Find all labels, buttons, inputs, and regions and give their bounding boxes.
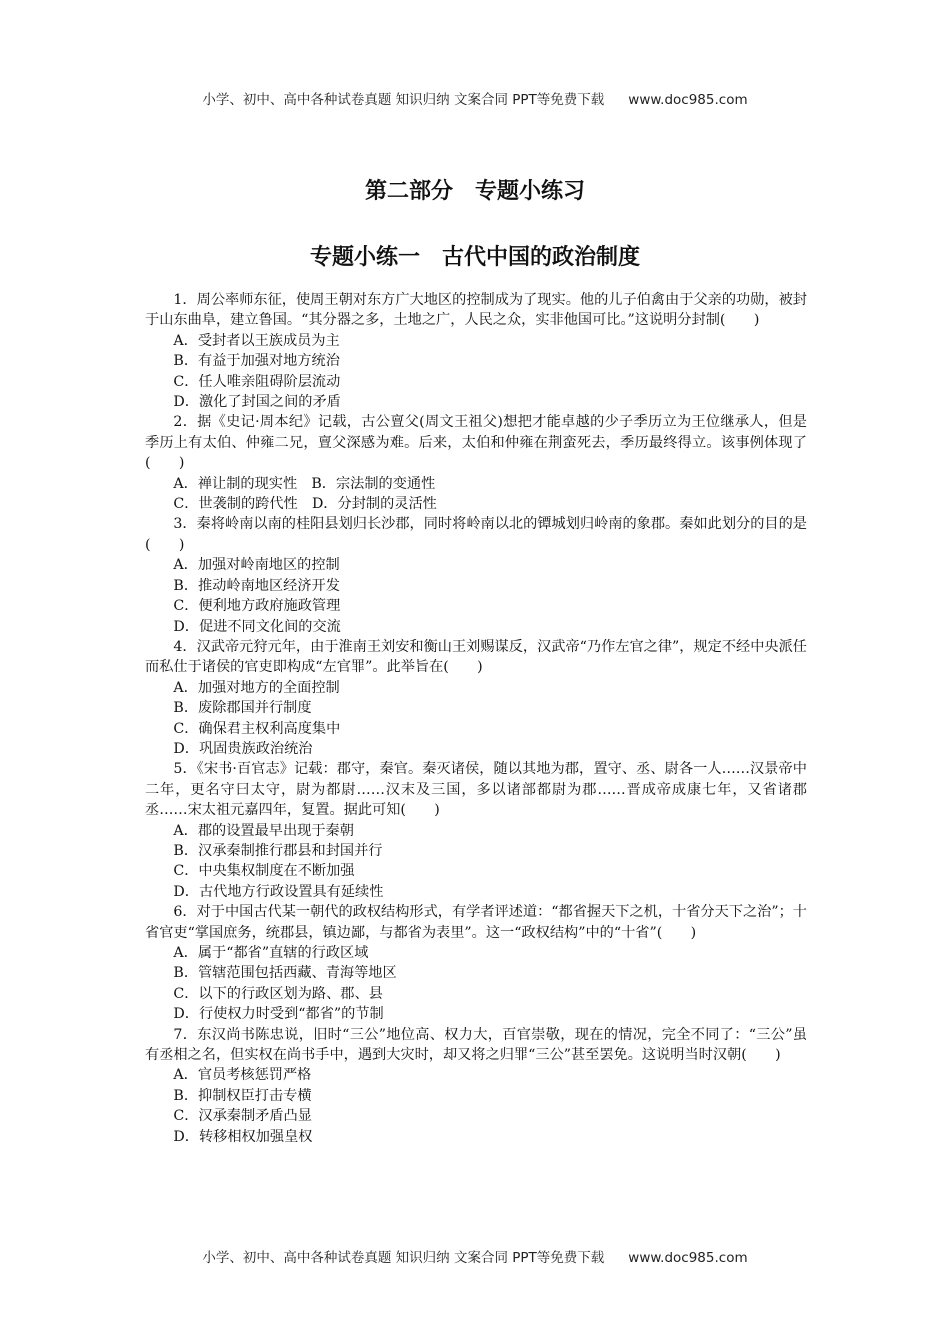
option-row [145,474,807,494]
option-b: B．管辖范围包括西藏、青海等地区 [173,965,397,982]
option-c: C．便利地方政府施政管理 [173,598,341,615]
question-stem: 5．《宋书·百官志》记载：郡守，秦官。秦灭诸侯，随以其地为郡，置守、丞、尉各一人……汉景帝中二年，更名守曰太守，尉为都尉……汉末及三国，多以诸部都尉为郡……晋成帝成康七年，又省诸郡丞……宋太祖元嘉四年，复置。据此可知( ) [145,761,807,819]
option-d: D．激化了封国之间的矛盾 [173,394,341,411]
page-header [0,88,950,108]
question-7 [145,1025,807,1147]
question-4 [145,637,807,759]
option-b: B．推动岭南地区经济开发 [173,577,340,594]
header-site-link[interactable]: www.doc985.com [628,92,748,108]
option-d: D．行使权力时受到“都省”的节制 [173,1006,384,1023]
option-c: C．确保君主权利高度集中 [173,720,341,737]
footer-text: 小学、初中、高中各种试卷真题 知识归纳 文案合同 PPT等免费下载 [202,1250,605,1266]
option-b: B．汉承秦制推行郡县和封国并行 [173,842,383,859]
option-b: B．废除郡国并行制度 [173,700,312,717]
option-b: B．抑制权臣打击专横 [173,1087,312,1104]
option-d: D．促进不同文化间的交流 [173,618,341,635]
option-a: A．加强对地方的全面控制 [173,679,340,696]
question-stem: 4．汉武帝元狩元年，由于淮南王刘安和衡山王刘赐谋反，汉武帝“乃作左官之律”，规定不经中央派任而私仕于诸侯的官吏即构成“左官罪”。此举旨在( ) [145,638,807,676]
question-stem: 6．对于中国古代某一朝代的政权结构形式，有学者评述道：“都省握天下之机，十省分天下之治”；十省官吏“掌国庶务，统郡县，镇边鄙，与都省为表里”。这一“政权结构”中的“十省”( ) [145,904,807,941]
page-footer [0,1246,950,1266]
option-a: A．禅让制的现实性 [173,475,298,492]
topic-title: 专题小练一 古代中国的政治制度 [309,245,640,270]
option-d: D．转移相权加强皇权 [173,1128,313,1145]
option-c: C．世袭制的跨代性 [173,496,298,513]
option-c: C．汉承秦制矛盾凸显 [173,1108,312,1125]
question-stem: 2．据《史记·周本纪》记载，古公亶父(周文王祖父)想把才能卓越的少子季历立为王位继承人，但是季历上有太伯、仲雍二兄，亶父深感为难。后来，太伯和仲雍在荆蛮死去，季历最终得立。该事例体现了( ) [145,414,807,472]
option-a: A．属于“都省”直辖的行政区域 [173,945,369,961]
option-b: B．有益于加强对地方统治 [173,353,340,370]
option-a: A．官员考核惩罚严格 [173,1067,312,1084]
option-a: A．受封者以王族成员为主 [173,332,340,349]
question-6 [145,902,807,1024]
part-title: 第二部分 专题小练习 [364,179,585,204]
question-1 [145,290,807,412]
option-d: D．分封制的灵活性 [311,496,437,513]
option-row [145,494,807,514]
question-2 [145,412,807,514]
question-5 [145,759,807,902]
option-d: D．古代地方行政设置具有延续性 [173,883,384,900]
question-3 [145,514,807,636]
option-c: C．以下的行政区划为路、郡、县 [173,985,383,1002]
footer-site-link[interactable]: www.doc985.com [628,1250,748,1266]
option-a: A．加强对岭南地区的控制 [173,557,340,574]
question-stem: 1．周公率师东征，使周王朝对东方广大地区的控制成为了现实。他的儿子伯禽由于父亲的功勋，被封于山东曲阜，建立鲁国。“其分器之多，土地之广，人民之众，实非他国可比。”这说明分封制( ) [145,292,807,329]
option-c: C．任人唯亲阻碍阶层流动 [173,373,341,390]
question-stem: 7．东汉尚书陈忠说，旧时“三公”地位高、权力大，百官崇敬，现在的情况，完全不同了：“三公”虽有丞相之名，但实权在尚书手中，遇到大灾时，却又将之归罪“三公”甚至罢免。这说明当时汉朝( ) [145,1026,807,1064]
option-a: A．郡的设置最早出现于秦朝 [173,822,354,839]
option-c: C．中央集权制度在不断加强 [173,863,355,880]
header-text: 小学、初中、高中各种试卷真题 知识归纳 文案合同 PPT等免费下载 [202,92,605,108]
question-list [145,290,807,1147]
option-d: D．巩固贵族政治统治 [173,740,313,757]
option-b: B．宗法制的变通性 [311,475,436,492]
question-stem: 3．秦将岭南以南的桂阳县划归长沙郡，同时将岭南以北的镡城划归岭南的象郡。秦如此划分的目的是( ) [145,516,807,553]
